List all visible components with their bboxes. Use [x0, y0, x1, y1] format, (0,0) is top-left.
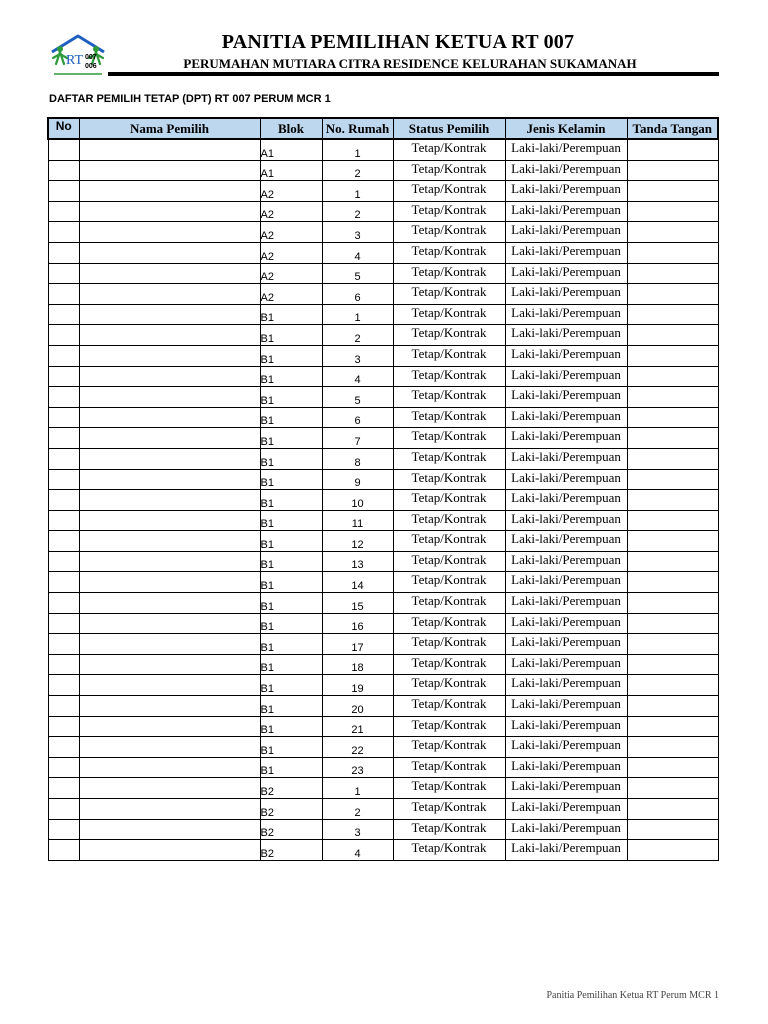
status-pemilih-cell: Tetap/Kontrak [393, 242, 505, 263]
no-rumah-cell: 1 [322, 304, 393, 325]
tanda-tangan-cell [627, 407, 718, 428]
blok-cell: A2 [260, 201, 322, 222]
header-no-rumah: No. Rumah [322, 118, 393, 139]
status-pemilih-cell: Tetap/Kontrak [393, 716, 505, 737]
blok-cell: B1 [260, 531, 322, 552]
jenis-kelamin-cell: Laki-laki/Perempuan [505, 696, 627, 717]
blok-cell: A2 [260, 181, 322, 202]
nama-pemilih-cell [79, 799, 260, 820]
jenis-kelamin-cell: Laki-laki/Perempuan [505, 407, 627, 428]
nama-pemilih-cell [79, 840, 260, 861]
header-jenis-kelamin: Jenis Kelamin [505, 118, 627, 139]
no-cell [48, 510, 79, 531]
no-rumah-cell: 1 [322, 181, 393, 202]
no-cell [48, 181, 79, 202]
no-cell [48, 263, 79, 284]
blok-cell: A2 [260, 284, 322, 305]
table-row [48, 757, 718, 778]
blok-cell: B1 [260, 469, 322, 490]
no-rumah-cell: 3 [322, 345, 393, 366]
no-cell [48, 819, 79, 840]
jenis-kelamin-cell: Laki-laki/Perempuan [505, 654, 627, 675]
blok-cell: B2 [260, 819, 322, 840]
blok-cell: B1 [260, 551, 322, 572]
table-row [48, 263, 718, 284]
tanda-tangan-cell [627, 634, 718, 655]
header-status-pemilih: Status Pemilih [393, 118, 505, 139]
table-row [48, 366, 718, 387]
nama-pemilih-cell [79, 551, 260, 572]
blok-cell: B1 [260, 613, 322, 634]
jenis-kelamin-cell: Laki-laki/Perempuan [505, 284, 627, 305]
no-cell [48, 572, 79, 593]
no-rumah-cell: 19 [322, 675, 393, 696]
table-row [48, 181, 718, 202]
tanda-tangan-cell [627, 428, 718, 449]
blok-cell: B1 [260, 325, 322, 346]
no-rumah-cell: 2 [322, 799, 393, 820]
no-rumah-cell: 11 [322, 510, 393, 531]
no-cell [48, 160, 79, 181]
table-row [48, 407, 718, 428]
no-rumah-cell: 21 [322, 716, 393, 737]
status-pemilih-cell: Tetap/Kontrak [393, 428, 505, 449]
no-cell [48, 675, 79, 696]
no-cell [48, 757, 79, 778]
no-rumah-cell: 2 [322, 325, 393, 346]
jenis-kelamin-cell: Laki-laki/Perempuan [505, 345, 627, 366]
logo-letters: RT [66, 53, 84, 68]
blok-cell: A2 [260, 242, 322, 263]
no-rumah-cell: 3 [322, 819, 393, 840]
no-cell [48, 325, 79, 346]
nama-pemilih-cell [79, 490, 260, 511]
jenis-kelamin-cell: Laki-laki/Perempuan [505, 613, 627, 634]
no-cell [48, 613, 79, 634]
blok-cell: B1 [260, 428, 322, 449]
tanda-tangan-cell [627, 819, 718, 840]
status-pemilih-cell: Tetap/Kontrak [393, 469, 505, 490]
no-rumah-cell: 1 [322, 139, 393, 160]
tanda-tangan-cell [627, 160, 718, 181]
tanda-tangan-cell [627, 387, 718, 408]
table-row [48, 613, 718, 634]
jenis-kelamin-cell: Laki-laki/Perempuan [505, 716, 627, 737]
header-blok: Blok [260, 118, 322, 139]
nama-pemilih-cell [79, 366, 260, 387]
table-row [48, 593, 718, 614]
table-row [48, 840, 718, 861]
nama-pemilih-cell [79, 407, 260, 428]
page-subtitle: PERUMAHAN MUTIARA CITRA RESIDENCE KELURAHAN SUKAMANAH [183, 56, 637, 71]
tanda-tangan-cell [627, 201, 718, 222]
table-row [48, 428, 718, 449]
no-rumah-cell: 6 [322, 407, 393, 428]
status-pemilih-cell: Tetap/Kontrak [393, 654, 505, 675]
table-row [48, 304, 718, 325]
table-row [48, 551, 718, 572]
status-pemilih-cell: Tetap/Kontrak [393, 572, 505, 593]
no-cell [48, 242, 79, 263]
blok-cell: B1 [260, 448, 322, 469]
no-rumah-cell: 22 [322, 737, 393, 758]
rt-logo-icon [46, 34, 110, 78]
no-rumah-cell: 4 [322, 366, 393, 387]
logo-number-top: 007 [85, 54, 97, 61]
header-nama-pemilih: Nama Pemilih [79, 118, 260, 139]
jenis-kelamin-cell: Laki-laki/Perempuan [505, 757, 627, 778]
table-row [48, 222, 718, 243]
table-row [48, 345, 718, 366]
tanda-tangan-cell [627, 181, 718, 202]
tanda-tangan-cell [627, 531, 718, 552]
blok-cell: B1 [260, 696, 322, 717]
blok-cell: B2 [260, 840, 322, 861]
no-rumah-cell: 6 [322, 284, 393, 305]
nama-pemilih-cell [79, 325, 260, 346]
nama-pemilih-cell [79, 201, 260, 222]
jenis-kelamin-cell: Laki-laki/Perempuan [505, 469, 627, 490]
nama-pemilih-cell [79, 716, 260, 737]
nama-pemilih-cell [79, 284, 260, 305]
status-pemilih-cell: Tetap/Kontrak [393, 160, 505, 181]
table-row [48, 490, 718, 511]
no-rumah-cell: 14 [322, 572, 393, 593]
blok-cell: B1 [260, 737, 322, 758]
no-cell [48, 634, 79, 655]
page-footer: Panitia Pemilihan Ketua RT Perum MCR 1 [546, 990, 719, 1001]
jenis-kelamin-cell: Laki-laki/Perempuan [505, 510, 627, 531]
table-row [48, 778, 718, 799]
status-pemilih-cell: Tetap/Kontrak [393, 613, 505, 634]
blok-cell: B1 [260, 572, 322, 593]
blok-cell: B1 [260, 593, 322, 614]
status-pemilih-cell: Tetap/Kontrak [393, 840, 505, 861]
status-pemilih-cell: Tetap/Kontrak [393, 696, 505, 717]
status-pemilih-cell: Tetap/Kontrak [393, 593, 505, 614]
no-cell [48, 366, 79, 387]
nama-pemilih-cell [79, 160, 260, 181]
table-row [48, 799, 718, 820]
no-cell [48, 551, 79, 572]
blok-cell: B1 [260, 654, 322, 675]
no-cell [48, 222, 79, 243]
nama-pemilih-cell [79, 387, 260, 408]
blok-cell: A2 [260, 263, 322, 284]
nama-pemilih-cell [79, 263, 260, 284]
table-row [48, 716, 718, 737]
no-rumah-cell: 18 [322, 654, 393, 675]
status-pemilih-cell: Tetap/Kontrak [393, 448, 505, 469]
tanda-tangan-cell [627, 675, 718, 696]
no-cell [48, 778, 79, 799]
no-cell [48, 737, 79, 758]
tanda-tangan-cell [627, 263, 718, 284]
jenis-kelamin-cell: Laki-laki/Perempuan [505, 263, 627, 284]
no-rumah-cell: 13 [322, 551, 393, 572]
status-pemilih-cell: Tetap/Kontrak [393, 551, 505, 572]
tanda-tangan-cell [627, 325, 718, 346]
jenis-kelamin-cell: Laki-laki/Perempuan [505, 366, 627, 387]
status-pemilih-cell: Tetap/Kontrak [393, 284, 505, 305]
jenis-kelamin-cell: Laki-laki/Perempuan [505, 778, 627, 799]
status-pemilih-cell: Tetap/Kontrak [393, 325, 505, 346]
no-cell [48, 139, 79, 160]
no-rumah-cell: 16 [322, 613, 393, 634]
table-row [48, 675, 718, 696]
tanda-tangan-cell [627, 304, 718, 325]
blok-cell: B1 [260, 407, 322, 428]
no-cell [48, 593, 79, 614]
nama-pemilih-cell [79, 613, 260, 634]
jenis-kelamin-cell: Laki-laki/Perempuan [505, 181, 627, 202]
page-title: PANITIA PEMILIHAN KETUA RT 007 [221, 31, 575, 53]
nama-pemilih-cell [79, 428, 260, 449]
blok-cell: B2 [260, 778, 322, 799]
table-row [48, 819, 718, 840]
tanda-tangan-cell [627, 696, 718, 717]
status-pemilih-cell: Tetap/Kontrak [393, 490, 505, 511]
no-rumah-cell: 4 [322, 242, 393, 263]
status-pemilih-cell: Tetap/Kontrak [393, 737, 505, 758]
status-pemilih-cell: Tetap/Kontrak [393, 366, 505, 387]
blok-cell: B1 [260, 366, 322, 387]
blok-cell: A2 [260, 222, 322, 243]
jenis-kelamin-cell: Laki-laki/Perempuan [505, 551, 627, 572]
nama-pemilih-cell [79, 675, 260, 696]
status-pemilih-cell: Tetap/Kontrak [393, 799, 505, 820]
status-pemilih-cell: Tetap/Kontrak [393, 304, 505, 325]
tanda-tangan-cell [627, 737, 718, 758]
no-rumah-cell: 20 [322, 696, 393, 717]
jenis-kelamin-cell: Laki-laki/Perempuan [505, 531, 627, 552]
blok-cell: B2 [260, 799, 322, 820]
blok-cell: B1 [260, 387, 322, 408]
nama-pemilih-cell [79, 469, 260, 490]
table-row [48, 139, 718, 160]
blok-cell: B1 [260, 304, 322, 325]
tanda-tangan-cell [627, 490, 718, 511]
tanda-tangan-cell [627, 572, 718, 593]
header-no: No [48, 118, 79, 139]
jenis-kelamin-cell: Laki-laki/Perempuan [505, 242, 627, 263]
table-row [48, 696, 718, 717]
no-rumah-cell: 8 [322, 448, 393, 469]
no-cell [48, 284, 79, 305]
no-cell [48, 407, 79, 428]
table-row [48, 242, 718, 263]
voter-table [47, 117, 719, 861]
status-pemilih-cell: Tetap/Kontrak [393, 407, 505, 428]
table-row [48, 448, 718, 469]
logo-number-bottom: 006 [85, 63, 97, 70]
table-header-row [48, 118, 718, 139]
table-row [48, 510, 718, 531]
no-rumah-cell: 2 [322, 160, 393, 181]
blok-cell: B1 [260, 675, 322, 696]
tanda-tangan-cell [627, 222, 718, 243]
status-pemilih-cell: Tetap/Kontrak [393, 263, 505, 284]
tanda-tangan-cell [627, 757, 718, 778]
no-cell [48, 469, 79, 490]
table-row [48, 469, 718, 490]
status-pemilih-cell: Tetap/Kontrak [393, 757, 505, 778]
no-cell [48, 799, 79, 820]
tanda-tangan-cell [627, 345, 718, 366]
nama-pemilih-cell [79, 654, 260, 675]
blok-cell: B1 [260, 490, 322, 511]
list-title: DAFTAR PEMILIH TETAP (DPT) RT 007 PERUM MCR 1 [49, 93, 331, 105]
nama-pemilih-cell [79, 304, 260, 325]
blok-cell: A1 [260, 160, 322, 181]
tanda-tangan-cell [627, 716, 718, 737]
table-row [48, 531, 718, 552]
tanda-tangan-cell [627, 654, 718, 675]
tanda-tangan-cell [627, 242, 718, 263]
jenis-kelamin-cell: Laki-laki/Perempuan [505, 634, 627, 655]
no-cell [48, 716, 79, 737]
jenis-kelamin-cell: Laki-laki/Perempuan [505, 675, 627, 696]
table-row [48, 284, 718, 305]
no-rumah-cell: 4 [322, 840, 393, 861]
jenis-kelamin-cell: Laki-laki/Perempuan [505, 737, 627, 758]
status-pemilih-cell: Tetap/Kontrak [393, 387, 505, 408]
table-row [48, 325, 718, 346]
tanda-tangan-cell [627, 510, 718, 531]
no-cell [48, 448, 79, 469]
tanda-tangan-cell [627, 778, 718, 799]
nama-pemilih-cell [79, 345, 260, 366]
jenis-kelamin-cell: Laki-laki/Perempuan [505, 840, 627, 861]
nama-pemilih-cell [79, 737, 260, 758]
status-pemilih-cell: Tetap/Kontrak [393, 778, 505, 799]
nama-pemilih-cell [79, 634, 260, 655]
nama-pemilih-cell [79, 778, 260, 799]
jenis-kelamin-cell: Laki-laki/Perempuan [505, 799, 627, 820]
status-pemilih-cell: Tetap/Kontrak [393, 139, 505, 160]
jenis-kelamin-cell: Laki-laki/Perempuan [505, 139, 627, 160]
tanda-tangan-cell [627, 551, 718, 572]
nama-pemilih-cell [79, 242, 260, 263]
table-row [48, 634, 718, 655]
blok-cell: B1 [260, 345, 322, 366]
status-pemilih-cell: Tetap/Kontrak [393, 634, 505, 655]
nama-pemilih-cell [79, 572, 260, 593]
jenis-kelamin-cell: Laki-laki/Perempuan [505, 819, 627, 840]
no-cell [48, 531, 79, 552]
no-cell [48, 387, 79, 408]
table-row [48, 737, 718, 758]
no-rumah-cell: 2 [322, 201, 393, 222]
nama-pemilih-cell [79, 510, 260, 531]
nama-pemilih-cell [79, 181, 260, 202]
no-cell [48, 840, 79, 861]
tanda-tangan-cell [627, 593, 718, 614]
jenis-kelamin-cell: Laki-laki/Perempuan [505, 387, 627, 408]
table-row [48, 654, 718, 675]
no-rumah-cell: 15 [322, 593, 393, 614]
no-rumah-cell: 17 [322, 634, 393, 655]
tanda-tangan-cell [627, 366, 718, 387]
jenis-kelamin-cell: Laki-laki/Perempuan [505, 201, 627, 222]
jenis-kelamin-cell: Laki-laki/Perempuan [505, 448, 627, 469]
jenis-kelamin-cell: Laki-laki/Perempuan [505, 325, 627, 346]
status-pemilih-cell: Tetap/Kontrak [393, 510, 505, 531]
no-cell [48, 696, 79, 717]
nama-pemilih-cell [79, 593, 260, 614]
status-pemilih-cell: Tetap/Kontrak [393, 531, 505, 552]
jenis-kelamin-cell: Laki-laki/Perempuan [505, 593, 627, 614]
status-pemilih-cell: Tetap/Kontrak [393, 819, 505, 840]
no-rumah-cell: 5 [322, 263, 393, 284]
tanda-tangan-cell [627, 840, 718, 861]
status-pemilih-cell: Tetap/Kontrak [393, 675, 505, 696]
no-rumah-cell: 23 [322, 757, 393, 778]
no-cell [48, 304, 79, 325]
no-rumah-cell: 3 [322, 222, 393, 243]
nama-pemilih-cell [79, 819, 260, 840]
table-row [48, 572, 718, 593]
no-rumah-cell: 12 [322, 531, 393, 552]
no-cell [48, 490, 79, 511]
no-cell [48, 201, 79, 222]
no-cell [48, 345, 79, 366]
header-tanda-tangan: Tanda Tangan [627, 118, 718, 139]
no-rumah-cell: 1 [322, 778, 393, 799]
nama-pemilih-cell [79, 448, 260, 469]
status-pemilih-cell: Tetap/Kontrak [393, 201, 505, 222]
status-pemilih-cell: Tetap/Kontrak [393, 181, 505, 202]
table-row [48, 387, 718, 408]
nama-pemilih-cell [79, 139, 260, 160]
tanda-tangan-cell [627, 799, 718, 820]
tanda-tangan-cell [627, 139, 718, 160]
no-rumah-cell: 5 [322, 387, 393, 408]
no-rumah-cell: 9 [322, 469, 393, 490]
no-cell [48, 428, 79, 449]
tanda-tangan-cell [627, 448, 718, 469]
nama-pemilih-cell [79, 531, 260, 552]
no-rumah-cell: 7 [322, 428, 393, 449]
blok-cell: B1 [260, 716, 322, 737]
status-pemilih-cell: Tetap/Kontrak [393, 222, 505, 243]
blok-cell: A1 [260, 139, 322, 160]
jenis-kelamin-cell: Laki-laki/Perempuan [505, 572, 627, 593]
table-row [48, 201, 718, 222]
table-row [48, 160, 718, 181]
jenis-kelamin-cell: Laki-laki/Perempuan [505, 304, 627, 325]
header-rule [108, 72, 719, 76]
tanda-tangan-cell [627, 469, 718, 490]
tanda-tangan-cell [627, 613, 718, 634]
status-pemilih-cell: Tetap/Kontrak [393, 345, 505, 366]
jenis-kelamin-cell: Laki-laki/Perempuan [505, 428, 627, 449]
nama-pemilih-cell [79, 222, 260, 243]
blok-cell: B1 [260, 634, 322, 655]
blok-cell: B1 [260, 510, 322, 531]
jenis-kelamin-cell: Laki-laki/Perempuan [505, 160, 627, 181]
nama-pemilih-cell [79, 696, 260, 717]
jenis-kelamin-cell: Laki-laki/Perempuan [505, 222, 627, 243]
nama-pemilih-cell [79, 757, 260, 778]
no-cell [48, 654, 79, 675]
jenis-kelamin-cell: Laki-laki/Perempuan [505, 490, 627, 511]
no-rumah-cell: 10 [322, 490, 393, 511]
blok-cell: B1 [260, 757, 322, 778]
tanda-tangan-cell [627, 284, 718, 305]
